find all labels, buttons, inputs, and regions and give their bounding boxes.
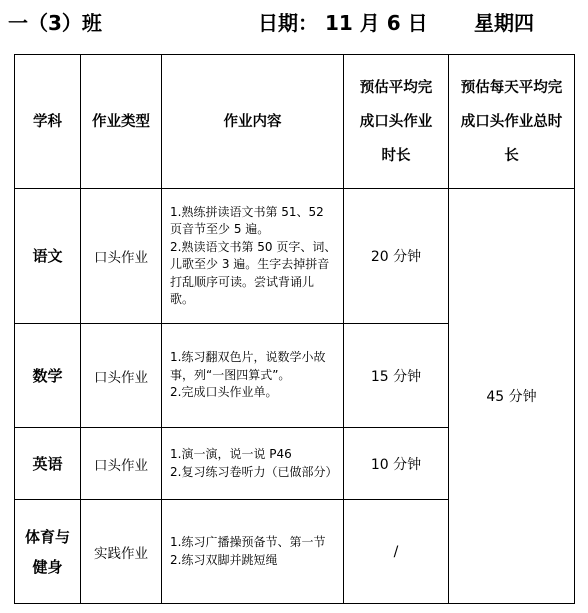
homework-table [14,54,575,604]
table-header-row [15,55,575,189]
content-cell [162,324,344,428]
header [0,6,588,40]
content-cell [162,428,344,500]
subject-cell: 体育与健身 [15,500,81,604]
table-row [15,189,575,324]
content-line: 2.熟读语文书第 50 页字、词、儿歌至少 3 遍。生字去掉拼音打乱顺序可读。尝试背诵儿歌。 [170,239,337,306]
content-line: 2.练习双脚并跳短绳 [170,552,278,567]
total-time-cell: 45 分钟 [449,189,575,604]
time-cell: / [344,500,449,604]
weekday-label: 星期四 [474,11,534,35]
content-line: 2.完成口头作业单。 [170,385,278,400]
subject-cell: 语文 [15,189,81,324]
content-line: 2.复习练习卷听力（已做部分） [170,464,338,479]
content-line: 1.练习翻双色片，说数学小故事，列“一图四算式”。 [170,350,326,382]
column-header-subject: 学科 [15,55,81,189]
type-cell: 口头作业 [81,428,162,500]
column-header-total-time: 预估每天平均完成口头作业总时长 [449,55,575,189]
column-header-type: 作业类型 [81,55,162,189]
class-name: 一（3）班 [8,11,102,35]
type-cell: 实践作业 [81,500,162,604]
content-cell [162,500,344,604]
content-line: 1.熟练拼读语文书第 51、52 页音节至少 5 遍。 [170,204,324,236]
type-cell: 口头作业 [81,189,162,324]
column-header-content: 作业内容 [162,55,344,189]
content-line: 1.演一演，说一说 P46 [170,447,292,461]
time-cell: 15 分钟 [344,324,449,428]
content-line: 1.练习广播操预备节、第一节 [170,535,326,549]
content-cell [162,189,344,324]
subject-cell: 英语 [15,428,81,500]
subject-cell: 数学 [15,324,81,428]
column-header-est-time: 预估平均完成口头作业时长 [344,55,449,189]
date-label: 日期： 11 月 6 日 [258,11,428,35]
type-cell: 口头作业 [81,324,162,428]
time-cell: 10 分钟 [344,428,449,500]
time-cell: 20 分钟 [344,189,449,324]
